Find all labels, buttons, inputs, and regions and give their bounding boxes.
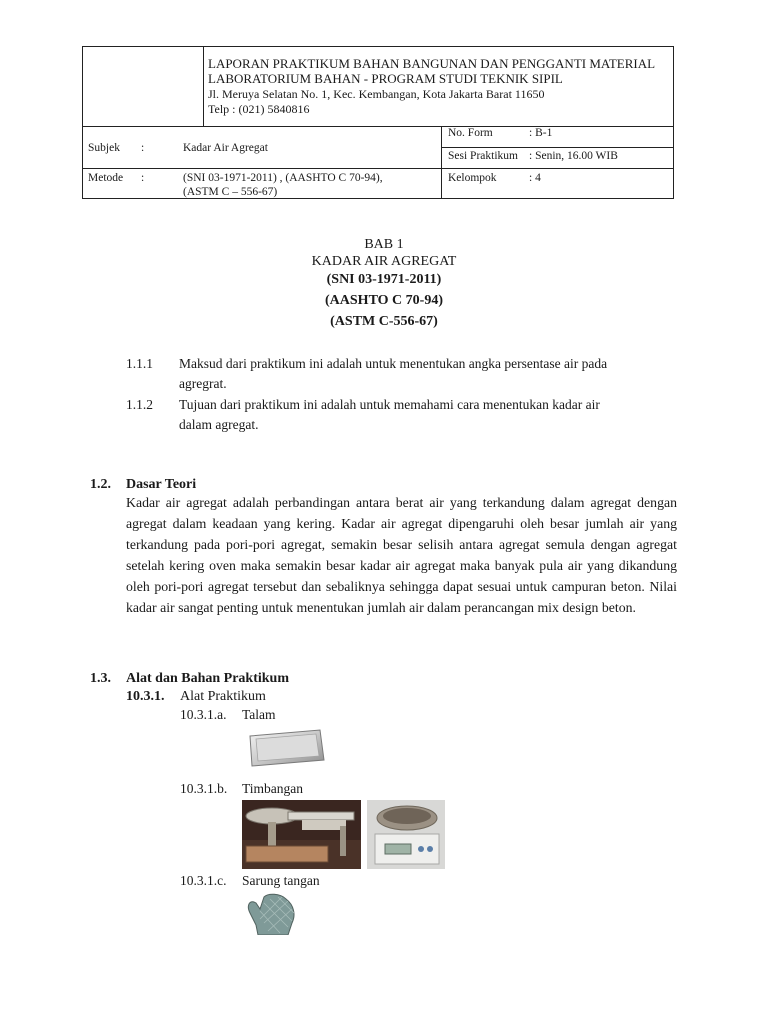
subjek-value: Kadar Air Agregat xyxy=(183,142,268,154)
talam-tray-image xyxy=(244,726,326,770)
section-1-3-heading: Alat dan Bahan Praktikum xyxy=(126,671,289,686)
sesi-value: : Senin, 16.00 WIB xyxy=(529,150,618,162)
item-talam-label: Talam xyxy=(242,707,276,722)
item-sarung-number: 10.3.1.c. xyxy=(180,873,227,888)
header-title-line2: LABORATORIUM BAHAN - PROGRAM STUDI TEKNIK SIPIL xyxy=(208,71,563,86)
kelompok-value: : 4 xyxy=(529,172,541,184)
standard-sni: (SNI 03-1971-2011) xyxy=(326,272,442,287)
section-1-2-heading: Dasar Teori xyxy=(126,477,197,492)
metode-divider xyxy=(83,168,673,169)
chapter-number: BAB 1 xyxy=(364,237,404,252)
item-sarung-label: Sarung tangan xyxy=(242,873,320,888)
timbangan-balance-image xyxy=(242,800,361,869)
sarung-tangan-glove-image xyxy=(244,893,304,935)
noform-divider xyxy=(441,147,673,148)
objective-1-number: 1.1.1 xyxy=(126,356,153,371)
standard-astm: (ASTM C-556-67) xyxy=(330,314,438,329)
objective-2-number: 1.1.2 xyxy=(126,397,153,412)
subjek-colon: : xyxy=(141,142,145,154)
item-talam-number: 10.3.1.a. xyxy=(180,707,227,722)
standard-aashto: (AASHTO C 70-94) xyxy=(325,293,443,308)
subsection-number: 10.3.1. xyxy=(126,689,165,704)
item-timbangan-number: 10.3.1.b. xyxy=(180,781,228,796)
timbangan-digital-image xyxy=(367,800,445,869)
objective-2-line2: dalam agregat. xyxy=(179,417,259,432)
objective-2-line1: Tujuan dari praktikum ini adalah untuk memahami cara menentukan kadar air xyxy=(179,397,600,412)
noform-label: No. Form xyxy=(448,127,493,139)
sesi-label: Sesi Praktikum xyxy=(448,150,518,162)
section-1-2-number: 1.2. xyxy=(90,477,111,492)
header-title-line1: LAPORAN PRAKTIKUM BAHAN BANGUNAN DAN PENGGANTI MATERIAL xyxy=(208,56,656,71)
metode-value-line1: (SNI 03-1971-2011) , (AASHTO C 70-94), xyxy=(183,172,383,184)
metode-label: Metode xyxy=(88,172,124,184)
header-phone: Telp : (021) 5840816 xyxy=(208,102,310,116)
section-1-3-number: 1.3. xyxy=(90,671,111,686)
objective-1-line1: Maksud dari praktikum ini adalah untuk menentukan angka persentase air pada xyxy=(179,356,608,371)
subsection-label: Alat Praktikum xyxy=(180,689,266,704)
right-column-divider xyxy=(441,126,442,198)
objective-1-line2: agregrat. xyxy=(179,376,227,391)
metode-colon: : xyxy=(141,172,145,184)
logo-column-divider xyxy=(203,47,204,127)
header-divider xyxy=(83,126,673,127)
chapter-title: KADAR AIR AGREGAT xyxy=(311,254,457,269)
subjek-label: Subjek xyxy=(88,142,120,154)
dasar-teori-paragraph: Kadar air agregat adalah perbandingan antara berat air yang terkandung dalam agregat dengan agregat dalam keadaan yang kering. Kadar air agregat dipengaruhi oleh besar jumlah air yang terkandung pada pori-pori agregat, semakin besar selisih antara agregat semula dengan agregat setelah kering oven maka semakin besar kadar air agregat maka banyak pula air yang dikandung oleh pori-pori agregat tersebut dan sebaliknya sehingga dapat sesuai untuk campuran beton. Nilai kadar air sangat penting untuk menentukan jumlah air dalam perancangan mix design beton. xyxy=(126,495,677,615)
metode-value-line2: (ASTM C – 556-67) xyxy=(183,186,278,198)
header-address: Jl. Meruya Selatan No. 1, Kec. Kembangan, Kota Jakarta Barat 11650 xyxy=(208,87,545,101)
noform-value: : B-1 xyxy=(529,127,553,139)
kelompok-label: Kelompok xyxy=(448,172,497,184)
item-timbangan-label: Timbangan xyxy=(242,781,304,796)
